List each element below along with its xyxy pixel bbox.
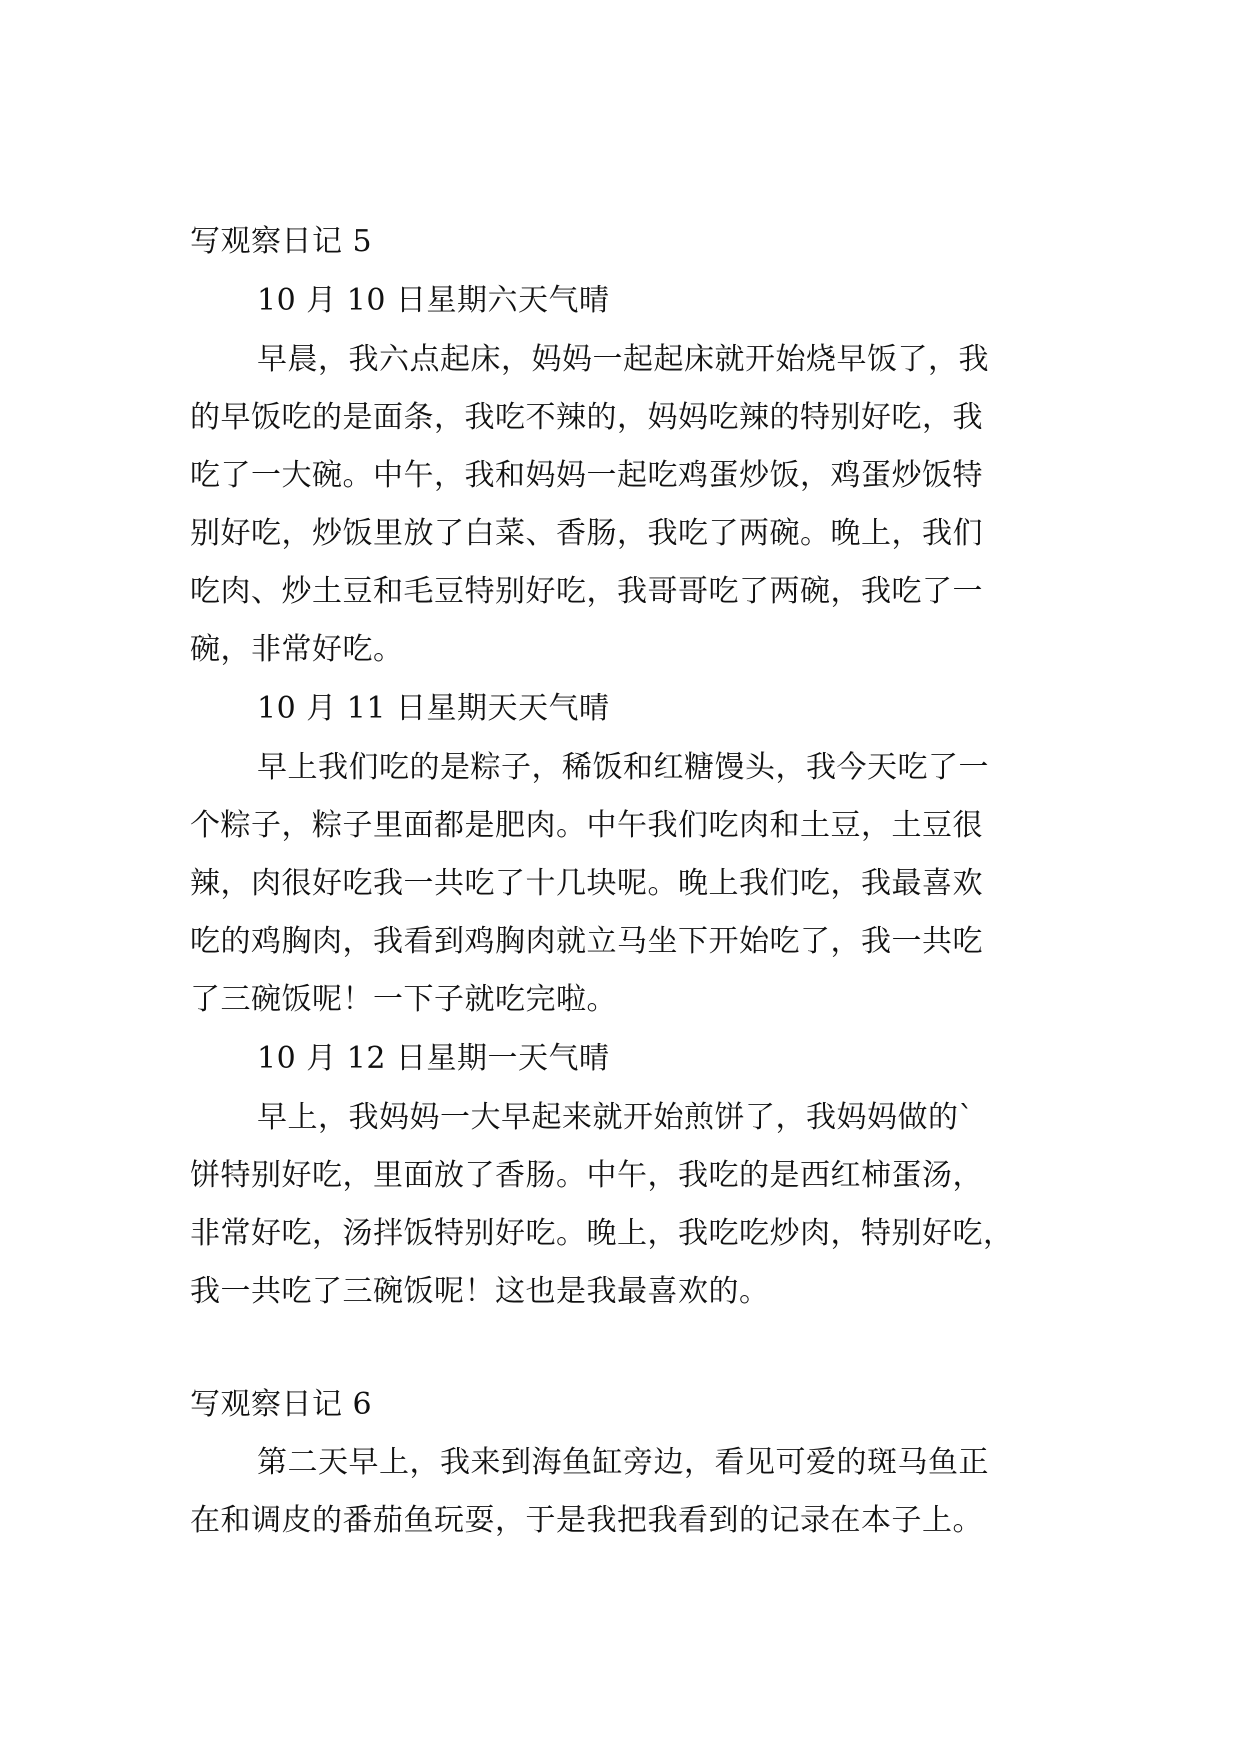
paragraph-line: 辣，肉很好吃我一共吃了十几块呢。晚上我们吃，我最喜欢	[190, 866, 983, 901]
paragraph-line: 的早饭吃的是面条，我吃不辣的，妈妈吃辣的特别好吃，我	[190, 400, 983, 435]
paragraph-line: 早上，我妈妈一大早起来就开始煎饼了，我妈妈做的`	[257, 1100, 974, 1135]
paragraph-line: 非常好吃，汤拌饭特别好吃。晚上，我吃吃炒肉，特别好吃，	[190, 1216, 1014, 1251]
paragraph-line: 我一共吃了三碗饭呢！这也是我最喜欢的。	[190, 1274, 770, 1309]
diary-date: 10 月 12 日星期一天气晴	[257, 1041, 610, 1076]
section-heading: 写观察日记 5	[190, 224, 373, 259]
section-heading: 写观察日记 6	[190, 1387, 373, 1422]
paragraph-line: 个粽子，粽子里面都是肥肉。中午我们吃肉和土豆，土豆很	[190, 808, 983, 843]
paragraph-line: 早晨，我六点起床，妈妈一起起床就开始烧早饭了，我	[257, 342, 989, 377]
paragraph-line: 别好吃，炒饭里放了白菜、香肠，我吃了两碗。晚上，我们	[190, 516, 983, 551]
paragraph-line: 碗，非常好吃。	[190, 632, 404, 667]
paragraph-line: 了三碗饭呢！一下子就吃完啦。	[190, 982, 617, 1017]
diary-date: 10 月 11 日星期天天气晴	[257, 691, 610, 726]
paragraph-line: 早上我们吃的是粽子，稀饭和红糖馒头，我今天吃了一	[257, 750, 989, 785]
paragraph-line: 第二天早上，我来到海鱼缸旁边，看见可爱的斑马鱼正	[257, 1445, 989, 1480]
diary-date: 10 月 10 日星期六天气晴	[257, 283, 610, 318]
paragraph-line: 吃肉、炒土豆和毛豆特别好吃，我哥哥吃了两碗，我吃了一	[190, 574, 983, 609]
paragraph-line: 吃的鸡胸肉，我看到鸡胸肉就立马坐下开始吃了，我一共吃	[190, 924, 983, 959]
paragraph-line: 在和调皮的番茄鱼玩耍，于是我把我看到的记录在本子上。	[190, 1503, 983, 1538]
paragraph-line: 饼特别好吃，里面放了香肠。中午，我吃的是西红柿蛋汤，	[190, 1158, 983, 1193]
paragraph-line: 吃了一大碗。中午，我和妈妈一起吃鸡蛋炒饭，鸡蛋炒饭特	[190, 458, 983, 493]
